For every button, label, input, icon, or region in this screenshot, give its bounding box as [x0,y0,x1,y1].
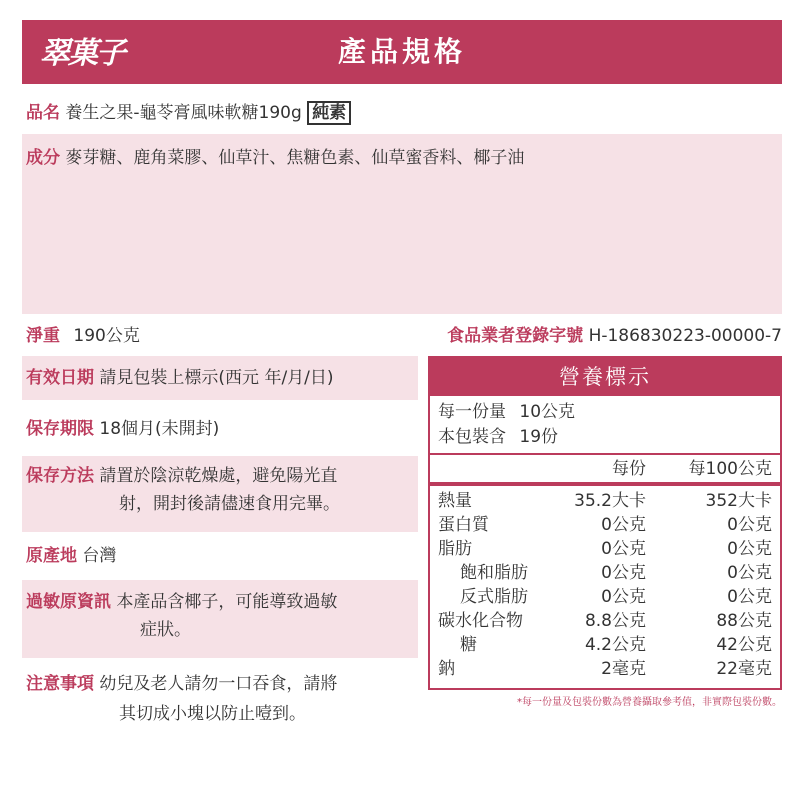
product-name-row [22,98,782,128]
registration-label: 食品業者登錄字號 [447,326,584,346]
nutrient-name: 糖 [460,635,477,655]
origin-section [22,536,418,576]
nutrient-per-100g: 0公克 [727,539,772,559]
nutrient-per-serving: 0公克 [601,515,646,535]
ingredients-section [22,134,782,314]
storage-label: 保存方法 [26,466,94,486]
nutrient-per-100g: 42公克 [716,635,772,655]
product-name-label: 品名 [26,103,60,123]
nutrient-name: 飽和脂肪 [460,563,528,583]
nutrition-title: 營養標示 [430,358,780,396]
servings-per-package-value: 19份 [519,427,559,447]
expiry-section [22,356,418,400]
nutrient-per-100g: 0公克 [727,515,772,535]
allergen-line2: 症狀。 [140,620,191,640]
serving-size-row [438,400,575,424]
nutrient-per-100g: 0公克 [727,587,772,607]
origin-value: 台灣 [82,546,117,566]
nutrient-name: 碳水化合物 [438,611,523,631]
weight-label: 淨重 [26,326,60,346]
servings-per-package-row [438,425,558,449]
allergen-section [22,580,418,658]
nutrient-name: 蛋白質 [438,515,489,535]
ingredients-value: 麥芽糖、鹿角菜膠、仙草汁、焦糖色素、仙草蜜香料、椰子油 [65,148,525,168]
brand-logo: 翠菓子 [40,36,124,71]
notice-label: 注意事項 [26,674,94,694]
nutrition-footnote: *每一份量及包裝份數為營養攝取參考值，非實際包裝份數。 [517,697,782,708]
storage-line1: 請置於陰涼乾燥處，避免陽光直 [99,466,338,486]
shelf-life-label: 保存期限 [26,419,94,439]
nutrient-per-serving: 4.2公克 [584,635,646,655]
nutrient-name: 鈉 [438,659,455,679]
shelf-life-value: 18個月(未開封) [99,419,220,439]
serving-size-label: 每一份量 [438,402,506,422]
nutrient-per-100g: 22毫克 [716,659,772,679]
nutrient-per-100g: 0公克 [727,563,772,583]
notice-line2: 其切成小塊以防止噎到。 [119,704,306,724]
servings-per-package-label: 本包裝含 [438,427,506,447]
notice-section [22,668,418,738]
divider [430,482,780,486]
nutrient-per-serving: 0公克 [601,563,646,583]
storage-section [22,456,418,532]
allergen-line1: 本產品含椰子，可能導致過敏 [116,592,338,612]
page-title: 產品規格 [337,35,466,68]
shelf-life-section [22,406,418,452]
nutrient-per-serving: 35.2大卡 [574,491,646,511]
expiry-label: 有效日期 [26,368,94,388]
nutrition-facts-panel [428,356,782,690]
col-header-per-100g: 每100公克 [688,459,772,479]
ingredients-label: 成分 [26,148,60,168]
divider [430,453,780,455]
expiry-value: 請見包裝上標示(西元 年/月/日) [99,368,334,388]
nutrient-name: 熱量 [438,491,472,511]
nutrient-per-100g: 352大卡 [705,491,772,511]
nutrient-per-100g: 88公克 [716,611,772,631]
allergen-label: 過敏原資訊 [26,592,111,612]
nutrient-name: 反式脂肪 [460,587,528,607]
storage-line2: 射，開封後請儘速食用完畢。 [119,494,340,514]
weight-value: 190公克 [73,326,140,346]
col-header-per-serving: 每份 [612,459,646,479]
notice-line1: 幼兒及老人請勿一口吞食，請將 [99,674,338,694]
nutrient-per-serving: 0公克 [601,539,646,559]
nutrient-per-serving: 8.8公克 [584,611,646,631]
product-name-value: 養生之果-龜苓膏風味軟糖190g [65,103,302,123]
registration-row [370,322,782,350]
header-banner [22,20,782,84]
serving-size-value: 10公克 [519,402,576,422]
registration-value: H-186830223-00000-7 [588,326,782,346]
origin-label: 原產地 [26,546,77,566]
nutrient-per-serving: 2毫克 [601,659,646,679]
nutrient-per-serving: 0公克 [601,587,646,607]
nutrient-name: 脂肪 [438,539,472,559]
vegan-tag: 純素 [307,101,351,125]
